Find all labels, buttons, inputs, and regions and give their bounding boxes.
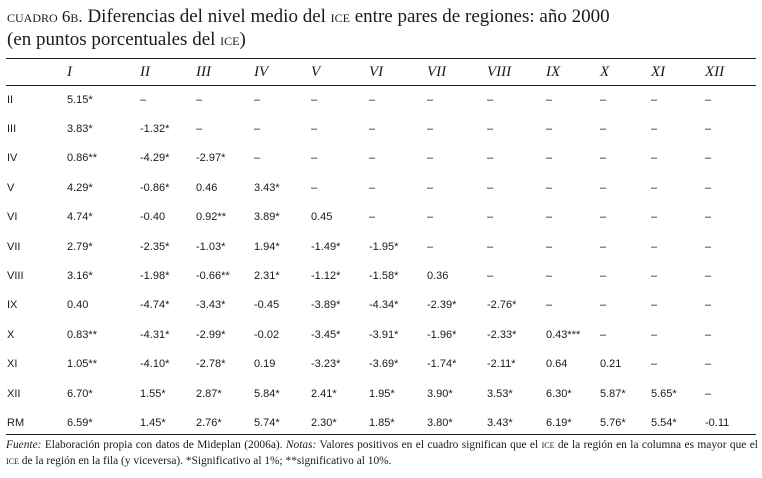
table-cell: 6.59*	[67, 416, 93, 429]
table-cell: –	[651, 328, 658, 341]
table-row	[6, 114, 756, 143]
table-cell: 2.41*	[311, 387, 337, 400]
table-cell: -1.74*	[427, 358, 457, 371]
table-cell: –	[487, 211, 494, 224]
table-row	[6, 320, 756, 349]
table-cell: –	[369, 123, 376, 136]
table-cell: -4.31*	[140, 328, 170, 341]
table-cell: –	[546, 123, 553, 136]
table-cell: –	[427, 240, 434, 253]
table-cell: 5.87*	[600, 387, 626, 400]
table-cell: 5.65*	[651, 387, 677, 400]
table-cell: 6.70*	[67, 387, 93, 400]
table-cell: –	[546, 181, 553, 194]
notes-label: Notas:	[285, 439, 317, 451]
table-cell: –	[651, 211, 658, 224]
table-cell: –	[705, 299, 712, 312]
table-cell: –	[651, 181, 658, 194]
table-cell: -2.35*	[140, 240, 170, 253]
table-cell: –	[427, 181, 434, 194]
source-text: Elaboración propia con datos de Mideplan (2006a).	[44, 439, 283, 451]
table-cell: –	[487, 152, 494, 165]
table-cell: –	[254, 123, 261, 136]
column-header: XII	[705, 63, 725, 80]
notes-text-a: Valores positivos en el cuadro significan que el	[319, 439, 539, 451]
table-cell: –	[651, 299, 658, 312]
table-cell: –	[600, 93, 607, 106]
table-cell: 3.53*	[487, 387, 513, 400]
table-cell: –	[427, 152, 434, 165]
title-text-a: Diferencias del nivel medio del	[87, 6, 326, 27]
column-header: VII	[427, 63, 447, 80]
differences-table	[6, 59, 756, 438]
row-label: III	[7, 123, 17, 136]
table-cell: 6.19*	[546, 416, 572, 429]
table-cell: 2.87*	[196, 387, 222, 400]
table-cell: -4.29*	[140, 152, 170, 165]
table-cell: –	[600, 211, 607, 224]
table-row	[6, 173, 756, 202]
table-cell: -0.02	[254, 328, 280, 341]
table-cell: 0.86**	[67, 152, 97, 165]
table-cell: –	[705, 123, 712, 136]
table-cell: –	[651, 152, 658, 165]
table-cell: –	[196, 93, 203, 106]
table-cell: -1.98*	[140, 270, 170, 283]
table-cell: -2.76*	[487, 299, 517, 312]
column-header: II	[140, 63, 150, 80]
table-cell: 0.83**	[67, 328, 97, 341]
table-cell: 3.90*	[427, 387, 453, 400]
table-cell: –	[311, 123, 318, 136]
column-header: IV	[254, 63, 269, 80]
table-cell: 3.83*	[67, 123, 93, 136]
table-number: cuadro 6b.	[7, 7, 83, 26]
table-cell: –	[546, 152, 553, 165]
table-cell: –	[705, 358, 712, 371]
table-cell: –	[311, 93, 318, 106]
table-cell: –	[487, 181, 494, 194]
row-label: VIII	[7, 270, 24, 283]
source-label: Fuente:	[6, 439, 42, 451]
table-cell: –	[546, 270, 553, 283]
notes-text-b: de la región en la columna es mayor que el	[557, 439, 758, 451]
table-cell: –	[651, 358, 658, 371]
table-cell: –	[254, 152, 261, 165]
table-row	[6, 85, 756, 114]
table-cell: -4.10*	[140, 358, 170, 371]
table-cell: -1.95*	[369, 240, 399, 253]
table-cell: -3.69*	[369, 358, 399, 371]
table-cell: –	[546, 240, 553, 253]
table-cell: –	[311, 152, 318, 165]
table-cell: 0.64	[546, 358, 568, 371]
table-row	[6, 350, 756, 379]
table-cell: -0.45	[254, 299, 280, 312]
column-header: X	[600, 63, 610, 80]
table-cell: -2.11*	[487, 358, 516, 371]
table-cell: –	[705, 328, 712, 341]
table-title	[7, 5, 757, 51]
row-label: VI	[7, 211, 18, 224]
table-cell: –	[705, 387, 712, 400]
table-cell: 3.43*	[487, 416, 513, 429]
column-header: VIII	[487, 63, 512, 80]
title-ice-abbrev: ice	[330, 7, 350, 26]
table-cell: –	[600, 152, 607, 165]
table-header-row	[6, 59, 756, 85]
notes-text-c: de la región en la fila (y viceversa). *Significativo al 1%; **significativo al 10%.	[21, 455, 392, 467]
table-cell: –	[487, 93, 494, 106]
table-cell: 5.84*	[254, 387, 280, 400]
title-text-b: entre pares de regiones: año 2000	[354, 6, 610, 27]
table-cell: -0.11	[705, 416, 730, 429]
table-cell: 5.76*	[600, 416, 626, 429]
table-cell: -1.96*	[427, 328, 457, 341]
table-cell: –	[651, 240, 658, 253]
table-cell: –	[369, 181, 376, 194]
table-cell: –	[254, 93, 261, 106]
column-header: III	[196, 63, 211, 80]
table-cell: –	[600, 299, 607, 312]
table-cell: 0.45	[311, 211, 333, 224]
table-cell: –	[369, 93, 376, 106]
table-cell: –	[487, 123, 494, 136]
table-cell: 0.40	[67, 299, 89, 312]
table-cell: –	[427, 93, 434, 106]
table-cell: –	[427, 123, 434, 136]
table-cell: –	[369, 211, 376, 224]
table-cell: –	[427, 211, 434, 224]
row-label: X	[7, 328, 15, 341]
table-cell: -1.12*	[311, 270, 341, 283]
table-cell: 2.79*	[67, 240, 93, 253]
table-cell: –	[600, 181, 607, 194]
table-cell: –	[705, 270, 712, 283]
column-header: IX	[546, 63, 561, 80]
subtitle-ice-abbrev: ice	[220, 30, 240, 49]
notes-ice-abbrev-1: ice	[541, 439, 555, 451]
column-header: V	[311, 63, 321, 80]
row-label: VII	[7, 240, 21, 253]
table-cell: –	[705, 211, 712, 224]
table-cell: –	[546, 211, 553, 224]
table-cell: 1.55*	[140, 387, 166, 400]
table-cell: –	[705, 181, 712, 194]
table-cell: 1.85*	[369, 416, 395, 429]
table-cell: 5.74*	[254, 416, 280, 429]
table-cell: 3.43*	[254, 181, 280, 194]
table-cell: –	[651, 93, 658, 106]
table-cell: -4.74*	[140, 299, 170, 312]
subtitle-text-a: (en puntos porcentuales del	[7, 29, 216, 50]
table-cell: 4.74*	[67, 211, 93, 224]
table-cell: 0.92**	[196, 211, 226, 224]
table-cell: –	[311, 181, 318, 194]
row-label: XI	[7, 358, 18, 371]
table-cell: –	[705, 240, 712, 253]
table-cell: 2.30*	[311, 416, 337, 429]
table-cell: –	[369, 152, 376, 165]
table-cell: 1.45*	[140, 416, 166, 429]
table-cell: –	[140, 93, 147, 106]
table-cell: 0.43***	[546, 328, 581, 341]
table-cell: 0.46	[196, 181, 218, 194]
table-cell: -0.66**	[196, 270, 230, 283]
column-header: XI	[651, 63, 666, 80]
table-cell: -3.91*	[369, 328, 399, 341]
table-cell: -4.34*	[369, 299, 399, 312]
table-cell: -1.49*	[311, 240, 341, 253]
table-cell: 3.89*	[254, 211, 280, 224]
table-cell: –	[705, 93, 712, 106]
row-label: RM	[7, 416, 25, 429]
column-header: VI	[369, 63, 384, 80]
table-cell: -0.40	[140, 211, 166, 224]
table-cell: -3.89*	[311, 299, 341, 312]
table-cell: 2.76*	[196, 416, 222, 429]
table-cell: 5.15*	[67, 93, 93, 106]
table-cell: 0.36	[427, 270, 449, 283]
column-header: I	[67, 63, 72, 80]
table-cell: 3.80*	[427, 416, 453, 429]
subtitle-text-b: )	[239, 29, 246, 50]
table-cell: –	[546, 93, 553, 106]
table-cell: 6.30*	[546, 387, 572, 400]
table-cell: –	[600, 270, 607, 283]
table-cell: -3.23*	[311, 358, 341, 371]
table-row	[6, 144, 756, 173]
table-cell: –	[600, 240, 607, 253]
corner-header	[6, 59, 67, 85]
row-label: II	[7, 93, 14, 106]
row-label: IX	[7, 299, 18, 312]
table-cell: –	[487, 240, 494, 253]
table-cell: 4.29*	[67, 181, 93, 194]
table-cell: 1.05**	[67, 358, 97, 371]
table-row	[6, 379, 756, 408]
table-cell: 3.16*	[67, 270, 93, 283]
table-cell: -2.97*	[196, 152, 226, 165]
table-cell: –	[600, 328, 607, 341]
table-cell: 0.19	[254, 358, 276, 371]
table-cell: -2.99*	[196, 328, 226, 341]
notes-ice-abbrev-2: ice	[6, 455, 19, 467]
table-cell: –	[651, 123, 658, 136]
row-label: V	[7, 181, 15, 194]
table-cell: -2.33*	[487, 328, 517, 341]
table-cell: –	[196, 123, 203, 136]
bottom-rule	[6, 434, 756, 435]
table-row	[6, 291, 756, 320]
table-row	[6, 232, 756, 261]
table-cell: –	[546, 299, 553, 312]
table-cell: –	[487, 270, 494, 283]
table-notes	[6, 437, 758, 469]
table-cell: 1.94*	[254, 240, 280, 253]
table-cell: 5.54*	[651, 416, 677, 429]
table-cell: -1.58*	[369, 270, 399, 283]
table-cell: -2.78*	[196, 358, 226, 371]
table-cell: -1.03*	[196, 240, 226, 253]
table-cell: –	[705, 152, 712, 165]
table-cell: 2.31*	[254, 270, 280, 283]
table-row	[6, 261, 756, 290]
table-row	[6, 203, 756, 232]
table-cell: –	[651, 270, 658, 283]
table-cell: -3.43*	[196, 299, 226, 312]
table-cell: -2.39*	[427, 299, 457, 312]
table-cell: -0.86*	[140, 181, 170, 194]
row-label: IV	[7, 152, 18, 165]
table-cell: 0.21	[600, 358, 622, 371]
table-cell: 1.95*	[369, 387, 395, 400]
table-cell: -1.32*	[140, 123, 170, 136]
table-cell: -3.45*	[311, 328, 341, 341]
table-cell: –	[600, 123, 607, 136]
row-label: XII	[7, 387, 21, 400]
